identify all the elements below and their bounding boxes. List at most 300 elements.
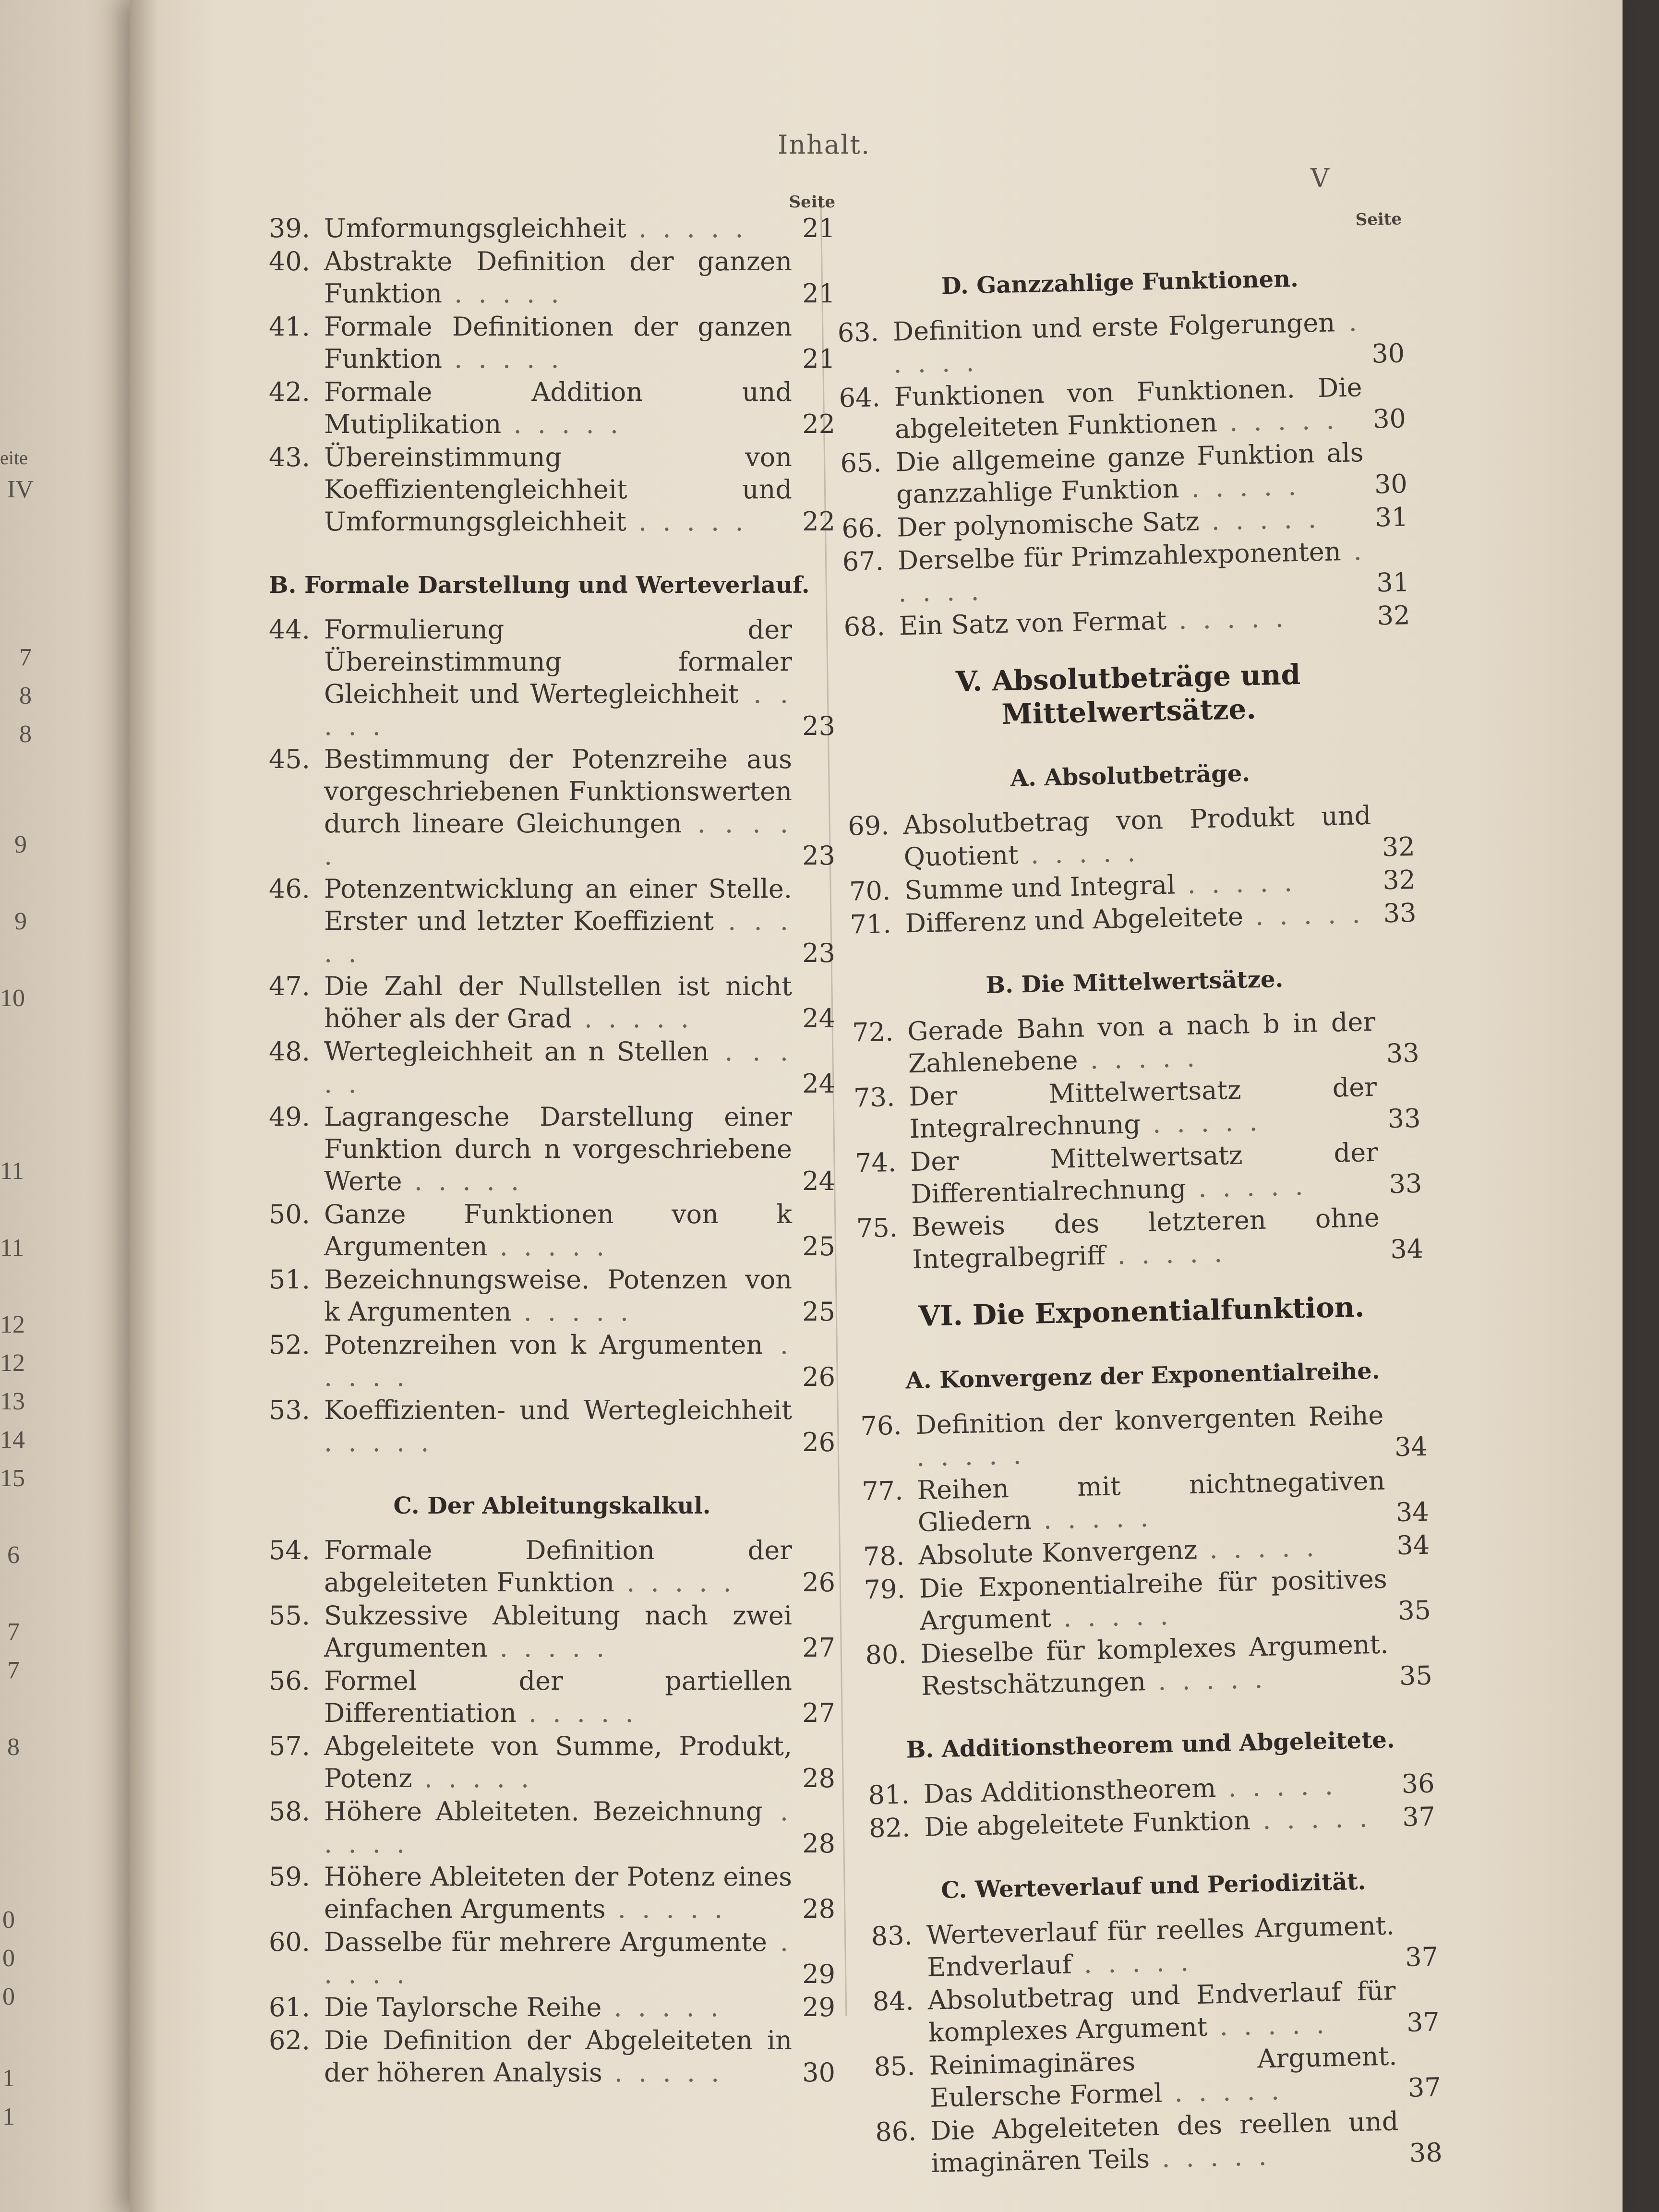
toc-entry-number: 51.: [269, 1264, 310, 1295]
toc-entry-number: 71.: [850, 908, 892, 940]
chapter-heading: VI. Die Exponentialfunktion.: [918, 1290, 1365, 1333]
toc-entry-title: [911, 1202, 1381, 1275]
previous-page-number: 7: [19, 644, 32, 671]
toc-entry-page: 29: [802, 1959, 835, 1989]
toc-entry-title: [917, 1465, 1386, 1539]
toc-entry-number: 49.: [269, 1102, 310, 1132]
toc-entry-page: 22: [802, 409, 835, 439]
toc-entry-number: 50.: [269, 1199, 310, 1229]
toc-entry-title-text: Dasselbe für mehrere Argumente: [324, 1927, 767, 1957]
previous-page-number: 11: [0, 1157, 24, 1185]
toc-entry-title: [907, 1006, 1377, 1080]
dot-leader: . . . . .: [1051, 1600, 1173, 1634]
toc-entry-number: 54.: [269, 1535, 310, 1565]
toc-entry-title: [897, 535, 1367, 609]
toc-entry-page: 38: [1409, 2137, 1443, 2168]
toc-entry-title-text: Umformungsgleichheit: [324, 213, 626, 243]
toc-entry: [269, 970, 835, 1034]
toc-entry-number: 52.: [269, 1330, 310, 1360]
toc-entry-number: 74.: [854, 1147, 897, 1178]
previous-page-number: 14: [0, 1426, 25, 1454]
toc-entry-title-text: Funktionen von Funktionen. Die abgeleiteten Funktionen: [894, 372, 1363, 445]
page-number: V: [1310, 163, 1329, 193]
toc-entry-page: 30: [1371, 338, 1405, 369]
toc-entry-title-text: Der polynomische Satz: [896, 506, 1200, 543]
toc-entry-title: [324, 441, 792, 538]
toc-entry-title: [324, 311, 792, 375]
toc-entry: [269, 2024, 835, 2089]
previous-page-number: 8: [19, 721, 32, 748]
toc-entry-title-text: Formale Addition und Mutiplikation: [324, 377, 792, 439]
dot-leader: . . . . .: [511, 1297, 633, 1327]
toc-entry-number: 79.: [864, 1574, 906, 1605]
toc-entry: [839, 370, 1407, 446]
dot-leader: . . . . .: [324, 1427, 433, 1457]
previous-page-number: 6: [7, 1541, 20, 1569]
toc-entry-title-text: Absolute Konvergenz: [918, 1534, 1198, 1571]
dot-leader: . . . . .: [601, 1992, 722, 2022]
toc-entry-title-text: Reihen mit nichtnegativen Gliedern: [916, 1465, 1385, 1538]
toc-entry-number: 84.: [872, 1985, 914, 2017]
toc-entry-title: [324, 1198, 792, 1262]
toc-entry-number: 82.: [868, 1812, 911, 1844]
toc-entry-title-text: Definition der konvergenten Reihe: [915, 1400, 1384, 1441]
previous-page-number: 8: [19, 682, 32, 709]
toc-left-column: [269, 192, 835, 2090]
toc-entry-number: 76.: [860, 1410, 902, 1442]
dot-leader: . . . . .: [898, 536, 1366, 608]
toc-entry-title: [894, 371, 1363, 445]
toc-entry-title: [324, 1534, 792, 1599]
previous-page-number: 7: [7, 1618, 20, 1646]
dot-leader: . . . . .: [1250, 1803, 1372, 1836]
previous-page-number: 10: [0, 985, 25, 1012]
toc-entry-number: 85.: [873, 2051, 916, 2082]
toc-entry-number: 68.: [843, 611, 886, 642]
toc-entry-title-text: Derselbe für Primzahlexponenten: [897, 536, 1342, 576]
toc-entry-title: [324, 2024, 792, 2089]
toc-entry-page: 34: [1390, 1233, 1424, 1265]
toc-entry-title-text: Ein Satz von Fermat: [899, 605, 1167, 641]
toc-entry: [269, 1795, 835, 1860]
toc-entry-title: [324, 1861, 792, 1925]
dot-leader: . . . . .: [324, 1036, 792, 1099]
toc-entry-page: 25: [802, 1297, 835, 1327]
toc-entry: [854, 1070, 1421, 1146]
toc-entry-title-text: Absolutbetrag und Endverlauf für komplexes Argument: [927, 1975, 1396, 2048]
previous-page-number: 15: [0, 1465, 25, 1492]
toc-entry-title-text: Definition und erste Folgerungen: [892, 307, 1335, 347]
dot-leader: . . . . .: [487, 1231, 609, 1262]
toc-entry: [269, 1991, 835, 2023]
dot-leader: . . . . .: [893, 307, 1361, 379]
toc-entry: [269, 1599, 835, 1664]
previous-page-number: 12: [0, 1349, 25, 1377]
toc-entry-title: [324, 1101, 792, 1197]
toc-entry-title: [324, 613, 792, 742]
toc-entry: [872, 1973, 1440, 2050]
section-heading: B. Additionstheorem und Abgeleitete.: [906, 1726, 1395, 1764]
toc-entry-title-text: Reinimaginäres Argument. Eulersche Formel: [928, 2041, 1397, 2113]
toc-entry-title: [324, 743, 792, 872]
toc-entry-number: 63.: [837, 317, 879, 348]
toc-entry-number: 66.: [841, 513, 883, 544]
toc-entry: [848, 798, 1416, 875]
toc-entry-page: 27: [802, 1698, 835, 1728]
previous-page-number: 0: [2, 1906, 15, 1934]
toc-entry-page: 31: [1376, 567, 1410, 598]
toc-entry-title: [324, 1795, 792, 1860]
toc-entry-title: [920, 1628, 1390, 1702]
toc-entry-page: 37: [1406, 2007, 1440, 2038]
toc-entry-title-text: Gerade Bahn von a nach b in der Zahlenebene: [907, 1006, 1376, 1079]
toc-entry-number: 77.: [861, 1475, 903, 1507]
previous-page-number: IV: [7, 476, 34, 503]
previous-page-number: 11: [0, 1234, 24, 1262]
dot-leader: . . . . .: [614, 1567, 735, 1598]
toc-entry: [864, 1562, 1431, 1638]
toc-entry-page: 33: [1386, 1037, 1420, 1069]
toc-entry: [269, 1263, 835, 1328]
toc-entry: [269, 1198, 835, 1262]
toc-entry-number: 80.: [865, 1639, 907, 1671]
toc-entry-number: 75.: [856, 1212, 898, 1244]
toc-entry-number: 41.: [269, 312, 310, 342]
dot-leader: . . . . .: [1215, 1770, 1337, 1803]
toc-entry-page: 28: [802, 1828, 835, 1859]
toc-entry-title-text: Wertegleichheit an n Stellen: [324, 1036, 709, 1067]
toc-entry-number: 39.: [269, 213, 310, 243]
dot-leader: . . . . .: [1186, 1170, 1308, 1204]
dot-leader: . . . . .: [442, 344, 563, 374]
toc-entry-title-text: Dieselbe für komplexes Argument. Restschätzungen: [920, 1629, 1389, 1701]
dot-leader: . . . . .: [1071, 1947, 1193, 1980]
section-heading: C. Der Ableitungskalkul.: [393, 1492, 711, 1519]
section-heading: A. Absolutbeträge.: [1010, 760, 1250, 792]
toc-entry-number: 40.: [269, 246, 310, 276]
dot-leader: . . . . .: [324, 679, 792, 741]
toc-entry-page: 32: [1382, 864, 1416, 896]
dot-leader: . . . . .: [1166, 602, 1288, 636]
dot-leader: . . . . .: [602, 2057, 723, 2088]
dot-leader: . . . . .: [572, 1003, 693, 1034]
toc-entry-page: 30: [1374, 469, 1408, 500]
toc-entry-number: 55.: [269, 1600, 310, 1631]
toc-entry-page: 29: [802, 1992, 835, 2022]
toc-entry-number: 56.: [269, 1666, 310, 1696]
toc-entry-title: [324, 212, 792, 244]
toc-entry-title: [324, 970, 792, 1034]
toc-entry-number: 67.: [842, 546, 884, 577]
toc-entry-title-text: Potenzreihen von k Argumenten: [324, 1330, 763, 1360]
previous-page-number: 13: [0, 1388, 25, 1415]
toc-entry-title-text: Die Zahl der Nullstellen ist nicht höher als der Grad: [324, 971, 792, 1034]
toc-entry: [860, 1398, 1428, 1475]
toc-entry-title: [926, 1909, 1395, 1983]
toc-entry-page: 32: [1377, 600, 1411, 631]
previous-page-number: 12: [0, 1311, 25, 1338]
toc-entry: [269, 1926, 835, 1990]
toc-entry-title: [909, 1071, 1378, 1145]
previous-page-number: 7: [7, 1657, 20, 1684]
toc-entry-title: [324, 1730, 792, 1794]
toc-entry: [840, 435, 1408, 512]
toc-entry: [269, 376, 835, 440]
previous-page-number: 0: [2, 1945, 15, 1972]
toc-entry-number: 62.: [269, 2025, 310, 2056]
toc-entry-title: [903, 799, 1372, 873]
toc-entry-title: [324, 1035, 792, 1100]
toc-entry-title: [919, 1563, 1388, 1637]
toc-entry: [269, 1035, 835, 1100]
toc-entry-number: 70.: [849, 875, 891, 907]
dot-leader: . . . . .: [442, 278, 563, 309]
toc-entry-title: [892, 306, 1362, 380]
toc-entry-title: [324, 1926, 792, 1990]
toc-entry-title-text: Formel der partiellen Differentiation: [324, 1666, 792, 1728]
dot-leader: . . . . .: [1031, 1502, 1153, 1536]
dot-leader: . . . . .: [324, 906, 792, 968]
toc-right-list: [836, 260, 1443, 2180]
toc-entry: [269, 1730, 835, 1794]
toc-entry-title-text: Die abgeleitete Funktion: [924, 1805, 1251, 1842]
toc-entry-page: 37: [1407, 2072, 1442, 2103]
toc-entry: [871, 1909, 1439, 1985]
toc-entry-page: 25: [802, 1231, 835, 1262]
toc-entry-title-text: Sukzessive Ableitung nach zwei Argumenten: [324, 1600, 792, 1663]
toc-entry: [852, 1005, 1420, 1081]
toc-entry-page: 37: [1405, 1941, 1439, 1972]
section-heading: B. Die Mittelwertsätze.: [985, 965, 1284, 999]
toc-entry-title: [324, 245, 792, 310]
dot-leader: . . . . .: [626, 506, 747, 537]
toc-entry-title-text: Potenzentwicklung an einer Stelle. Erster und letzter Koeffizient: [324, 874, 792, 936]
dot-leader: . . . . .: [1199, 503, 1321, 537]
toc-entry-page: 21: [802, 278, 835, 309]
toc-entry-title: [929, 2040, 1398, 2114]
toc-entry-number: 53.: [269, 1395, 310, 1425]
dot-leader: . . . . .: [1178, 470, 1300, 504]
previous-page-number: 1: [2, 2103, 15, 2130]
toc-entry-page: 21: [802, 344, 835, 374]
toc-entry-number: 86.: [875, 2116, 917, 2148]
toc-entry: [269, 1394, 835, 1458]
previous-page-number: 8: [7, 1733, 20, 1761]
toc-entry-page: 35: [1399, 1660, 1433, 1692]
toc-entry-number: 60.: [269, 1927, 310, 1957]
toc-entry: [269, 1101, 835, 1197]
toc-right-column: [835, 209, 1443, 2181]
toc-entry-number: 78.: [863, 1540, 905, 1572]
dot-leader: . . . . .: [324, 1796, 792, 1859]
toc-entry: [269, 441, 835, 538]
toc-entry-number: 59.: [269, 1862, 310, 1892]
toc-entry-title-text: Der Mittelwertsatz der Integralrechnung: [908, 1071, 1377, 1144]
toc-entry-title-text: Beweis des letzteren ohne Integralbegriff: [911, 1202, 1380, 1275]
dot-leader: . . . . .: [1018, 837, 1140, 870]
toc-entry-title-text: Formale Definitionen der ganzen Funktion: [324, 312, 792, 374]
toc-entry-title-text: Abstrakte Definition der ganzen Funktion: [324, 246, 792, 309]
dot-leader: . . . . .: [501, 409, 622, 439]
toc-entry: [862, 1464, 1430, 1540]
dot-leader: . . . . .: [324, 808, 792, 871]
toc-entry-title-text: Bestimmung der Potenzreihe aus vorgeschriebenen Funktionswerten durch lineare Gleichungen: [324, 744, 792, 839]
toc-entry-number: 83.: [871, 1920, 913, 1952]
toc-entry: [269, 311, 835, 375]
toc-entry-page: 23: [802, 938, 835, 968]
toc-entry-number: 44.: [269, 614, 310, 645]
toc-entry-number: 45.: [269, 744, 310, 774]
toc-entry: [269, 1861, 835, 1925]
toc-entry-page: 24: [802, 1003, 835, 1034]
dot-leader: . . . . .: [516, 1698, 637, 1728]
previous-page-number: eite: [0, 447, 28, 469]
toc-entry-page: 21: [802, 213, 835, 243]
toc-entry-number: 46.: [269, 874, 310, 904]
toc-entry-title-text: Lagrangesche Darstellung einer Funktion durch n vorgeschriebene Werte: [324, 1102, 792, 1196]
dot-leader: . . . . .: [916, 1440, 1026, 1473]
toc-entry: [874, 2039, 1442, 2115]
toc-entry-page: 23: [802, 711, 835, 741]
dot-leader: . . . . .: [1207, 2009, 1329, 2042]
toc-entry-title-text: Die allgemeine ganze Funktion als ganzzahlige Funktion: [895, 437, 1364, 510]
toc-entry: [269, 873, 835, 969]
toc-entry: [269, 245, 835, 310]
toc-entry-number: 69.: [847, 810, 890, 842]
toc-entry-title: [895, 436, 1365, 510]
seite-label: Seite: [789, 192, 835, 212]
toc-entry-number: 47.: [269, 971, 310, 1001]
dot-leader: . . . . .: [1175, 867, 1297, 900]
toc-entry-title-text: Formulierung der Übereinstimmung formaler Gleichheit und Wertegleichheit: [324, 614, 792, 709]
toc-entry-title-text: Formale Definition der abgeleiteten Funktion: [324, 1535, 792, 1598]
dot-leader: . . . . .: [1145, 1663, 1267, 1697]
section-heading: A. Konvergenz der Exponentialreihe.: [905, 1357, 1381, 1395]
toc-entry-title-text: Absolutbetrag von Produkt und Quotient: [902, 800, 1371, 873]
toc-entry-page: 28: [802, 1763, 835, 1793]
toc-entry-page: 27: [802, 1633, 835, 1663]
toc-entry-number: 72.: [852, 1016, 894, 1048]
previous-page-number: 9: [14, 908, 27, 935]
toc-entry-page: 35: [1397, 1595, 1431, 1626]
toc-entry-title: [324, 376, 792, 440]
toc-entry-title: [930, 2105, 1400, 2179]
toc-entry: [842, 534, 1410, 610]
toc-entry-title-text: Das Additionstheorem: [923, 1773, 1216, 1809]
dot-leader: . . . . .: [1140, 1106, 1262, 1140]
dot-leader: . . . . .: [324, 1927, 792, 1989]
toc-entry-page: 33: [1388, 1168, 1422, 1200]
toc-entry-page: 34: [1394, 1431, 1428, 1463]
toc-entry-title-text: Ganze Funktionen von k Argumenten: [324, 1199, 792, 1262]
dot-leader: . . . . .: [1243, 899, 1365, 932]
toc-entry-page: 31: [1374, 502, 1408, 533]
toc-entry-title: [324, 1394, 792, 1458]
chapter-heading: V. Absolutbeträge und Mittelwertsätze.: [955, 658, 1301, 731]
toc-entry-title: [324, 1991, 792, 2023]
toc-entry-page: 24: [802, 1166, 835, 1196]
dot-leader: . . . . .: [1105, 1238, 1226, 1271]
toc-entry-number: 65.: [840, 447, 882, 479]
toc-entry-title: [927, 1974, 1397, 2048]
toc-entry-page: 26: [802, 1567, 835, 1598]
dot-leader: . . . . .: [1149, 2140, 1271, 2174]
toc-entry-title: [324, 1263, 792, 1328]
toc-entry: [269, 212, 835, 244]
section-heading: B. Formale Darstellung und Werteverlauf.: [269, 572, 810, 599]
toc-entry-number: 64.: [839, 382, 881, 413]
dot-leader: . . . . .: [1197, 1532, 1319, 1565]
toc-entry-page: 36: [1401, 1768, 1435, 1800]
toc-entry-number: 73.: [853, 1082, 895, 1113]
toc-entry-title: [910, 1136, 1379, 1210]
toc-entry-number: 81.: [868, 1779, 910, 1811]
toc-entry-page: 34: [1395, 1496, 1430, 1528]
previous-page-number: 1: [2, 2065, 15, 2092]
toc-entry-title-text: Höhere Ableiteten. Bezeichnung: [324, 1796, 763, 1827]
toc-entry-title-text: Summe und Integral: [904, 869, 1176, 906]
toc-entry-page: 26: [802, 1427, 835, 1457]
toc-entry-page: 33: [1383, 897, 1417, 929]
gutter-shadow: [130, 0, 158, 2212]
dot-leader: . . . . .: [402, 1166, 523, 1196]
toc-entry-title: [324, 1599, 792, 1664]
toc-entry-title-text: Bezeichnungsweise. Potenzen von k Argumenten: [324, 1264, 792, 1327]
toc-entry-title-text: Die Definition der Abgeleiteten in der höheren Analysis: [324, 2025, 792, 2088]
toc-entry-title-text: Die Exponentialreihe für positives Argument: [919, 1563, 1388, 1636]
toc-entry-title-text: Der Mittelwertsatz der Differentialrechnung: [910, 1137, 1379, 1210]
toc-entry-page: 32: [1382, 831, 1416, 863]
toc-entry-page: 28: [802, 1894, 835, 1924]
toc-entry-page: 26: [802, 1362, 835, 1392]
toc-entry-number: 43.: [269, 442, 310, 472]
toc-entry-page: 30: [802, 2057, 835, 2088]
dot-leader: . . . . .: [605, 1894, 727, 1924]
toc-entry-page: 34: [1396, 1529, 1430, 1561]
running-head: Inhalt.: [778, 130, 871, 160]
toc-entry-title-text: Differenz und Abgeleitete: [905, 901, 1244, 939]
toc-entry-title-text: Übereinstimmung von Koeffizientengleichheit und Umformungsgleichheit: [324, 442, 792, 537]
toc-entry: [875, 2104, 1443, 2180]
dot-leader: . . . . .: [1162, 2075, 1284, 2108]
toc-entry-page: 33: [1387, 1103, 1421, 1134]
toc-entry-number: 58.: [269, 1796, 310, 1827]
toc-entry-page: 22: [802, 506, 835, 537]
previous-page-edge: [0, 0, 144, 2212]
toc-entry-number: 57.: [269, 1731, 310, 1761]
dot-leader: . . . . .: [1077, 1042, 1199, 1075]
toc-entry-title-text: Werteverlauf für reelles Argument. Endverlauf: [926, 1910, 1395, 1983]
toc-entry: [837, 305, 1405, 381]
section-heading: D. Ganzzahlige Funktionen.: [941, 265, 1299, 300]
toc-entry-page: 24: [802, 1069, 835, 1099]
toc-entry: [856, 1201, 1424, 1277]
toc-entry-title-text: Koeffizienten- und Wertegleichheit: [324, 1395, 792, 1425]
toc-entry-title-text: Abgeleitete von Summe, Produkt, Potenz: [324, 1731, 792, 1793]
previous-page-number: 9: [14, 831, 27, 858]
toc-entry: [865, 1627, 1433, 1704]
toc-entry-title: [324, 1665, 792, 1729]
toc-entry: [269, 613, 835, 742]
seite-label-right: Seite: [1355, 209, 1402, 230]
toc-entry-title: [324, 873, 792, 969]
dot-leader: . . . . .: [324, 1330, 792, 1392]
toc-entry-title-text: Die Taylorsche Reihe: [324, 1992, 602, 2022]
dot-leader: . . . . .: [1217, 405, 1339, 438]
toc-entry: [269, 743, 835, 872]
toc-entry: [854, 1135, 1422, 1212]
toc-entry-title: [915, 1399, 1385, 1473]
